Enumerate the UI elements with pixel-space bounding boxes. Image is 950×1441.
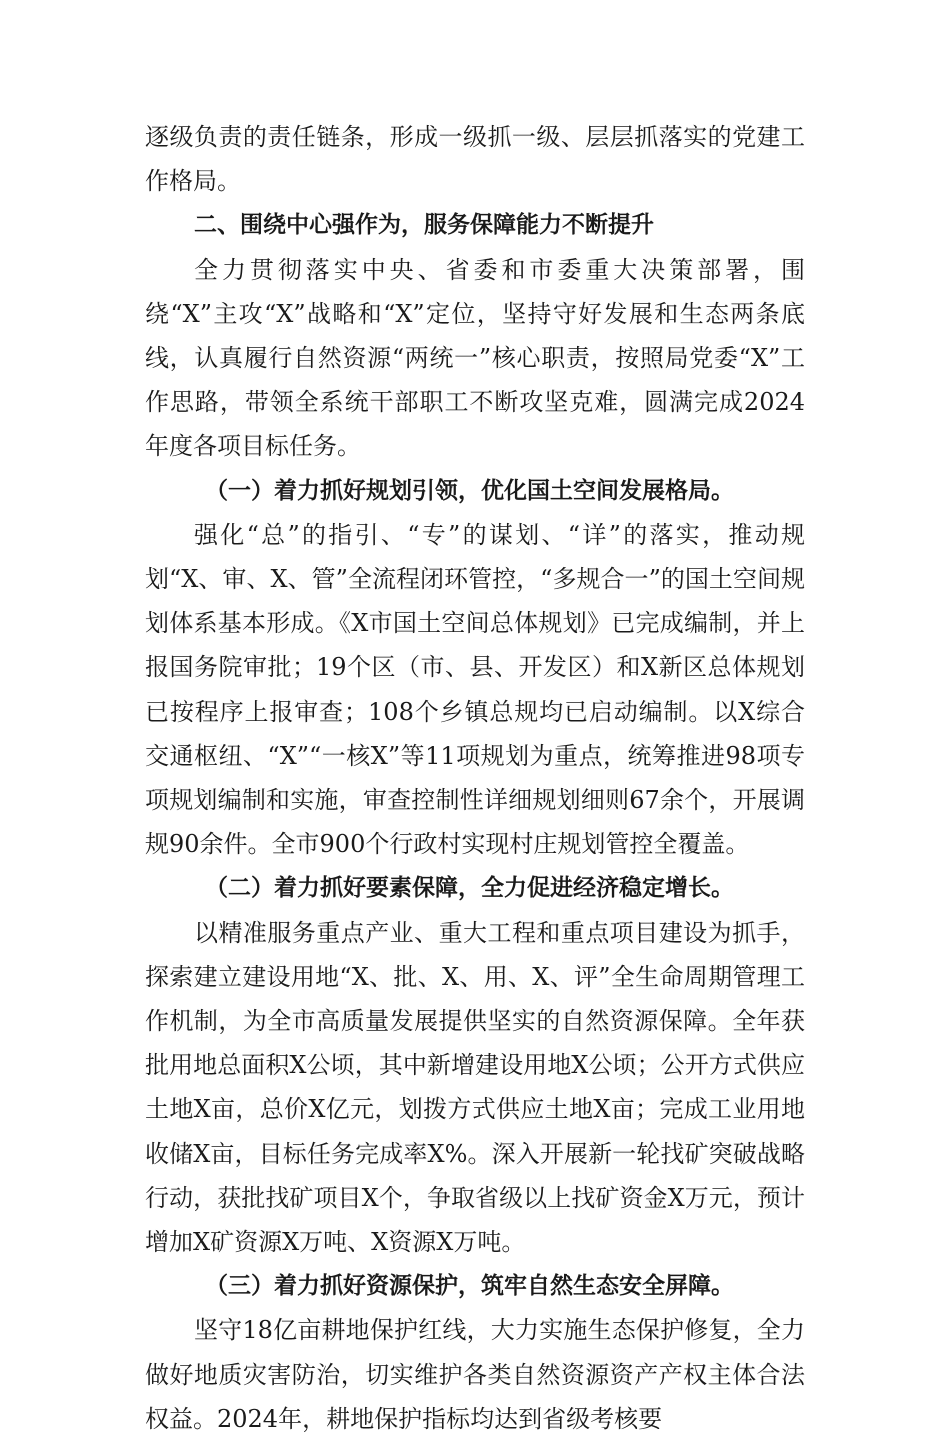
paragraph-factors: 以精准服务重点产业、重大工程和重点项目建设为抓手，探索建立建设用地“X、批、X、用、X、评”全生命周期管理工作机制，为全市高质量发展提供坚实的自然资源保障。全年获批用地总面积X公顷，其中新增建设用地X公顷；公开方式供应土地X亩，总价X亿元，划拨方式供应土地X亩；完成工业用地收储X亩，目标任务完成率X%。深入开展新一轮找矿突破战略行动，获批找矿项目X个，争取省级以上找矿资金X万元，预计增加X矿资源X万吨、X资源X万吨。	[145, 918, 805, 1257]
paragraph-planning: 强化“总”的指引、“专”的谋划、“详”的落实，推动规划“X、审、X、管”全流程闭环管控，“多规合一”的国土空间规划体系基本形成。《X市国土空间总体规划》已完成编制，并上报国务院审批；19个区（市、县、开发区）和X新区总体规划已按程序上报审查；108个乡镇总规均已启动编制。以X综合交通枢纽、“X”“一核X”等11项规划为重点，统筹推进98项专项规划编制和实施，审查控制性详细规划细则67余个，开展调规90余件。全市900个行政村实现村庄规划管控全覆盖。	[145, 520, 805, 859]
section-heading-2: 二、围绕中心强作为，服务保障能力不断提升	[194, 212, 654, 239]
subsection-heading-1: （一）着力抓好规划引领，优化国土空间发展格局。	[205, 476, 734, 504]
paragraph-intro: 全力贯彻落实中央、省委和市委重大决策部署，围绕“X”主攻“X”战略和“X”定位，坚持守好发展和生态两条底线，认真履行自然资源“两统一”核心职责，按照局党委“X”工作思路，带领全系统干部职工不断攻坚克难，圆满完成2024年度各项目标任务。	[145, 255, 805, 461]
paragraph-protection: 坚守18亿亩耕地保护红线，大力实施生态保护修复，全力做好地质灾害防治，切实维护各类自然资源资产产权主体合法权益。2024年，耕地保护指标均达到省级考核要	[145, 1316, 805, 1433]
document-body	[145, 115, 805, 1441]
subsection-heading-2: （二）着力抓好要素保障，全力促进经济稳定增长。	[205, 874, 734, 902]
paragraph-continued: 逐级负责的责任链条，形成一级抓一级、层层抓落实的党建工作格局。	[145, 123, 805, 196]
subsection-heading-3: （三）着力抓好资源保护，筑牢自然生态安全屏障。	[205, 1272, 734, 1300]
